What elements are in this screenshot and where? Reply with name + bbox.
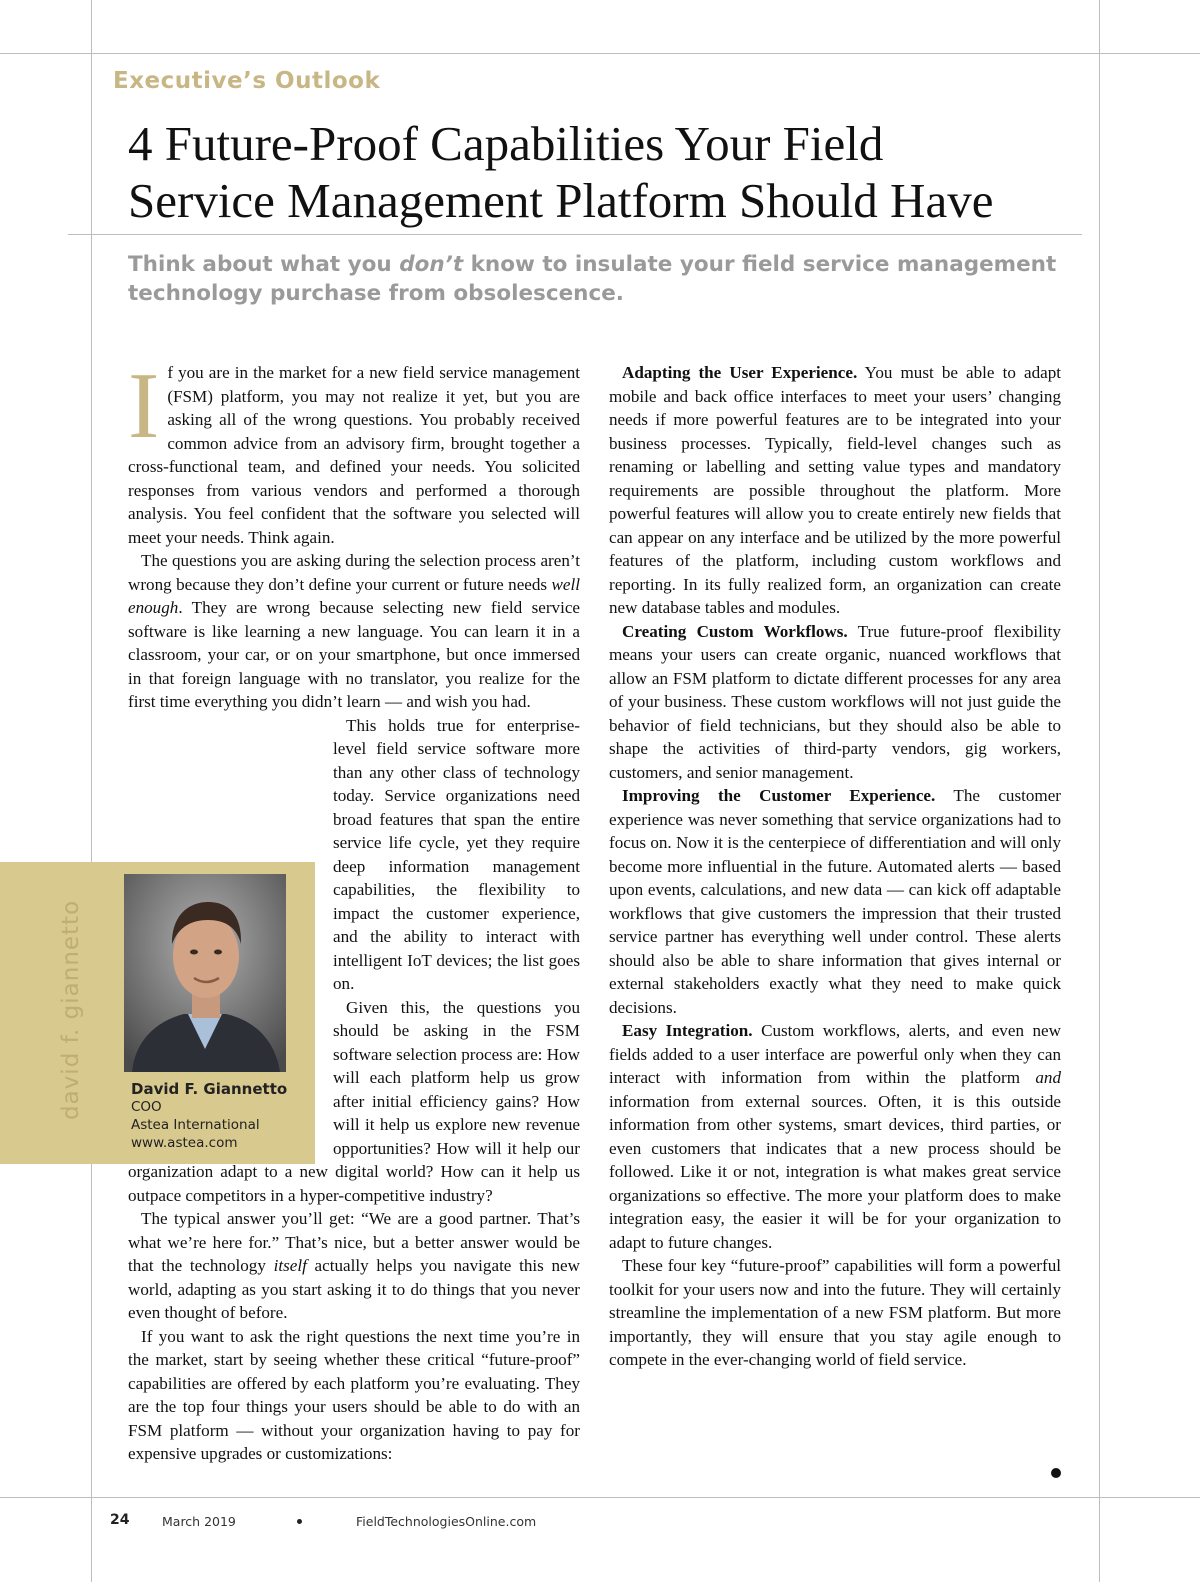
- deck-emphasis: don’t: [399, 252, 464, 277]
- capability-1-text: You must be able to adapt mobile and back office interfaces to meet your users’ changing needs if more powerful features are to be integrated into your business processes. Typically, field-level changes such as renaming or labelling and setting value types and mandatory requirements are possible throughout the platform. More powerful features will allow you to create entirely new fields that can appear on any interface and be utilized by the more powerful features of the platform, including custom workflows and reporting. In its fully realized form, an organization can create new database tables and modules.: [609, 363, 1061, 617]
- deck-text-2: know to insulate your field service management technology purchase from obsolescence.: [128, 252, 1057, 306]
- footer-separator-dot-icon: [297, 1519, 302, 1524]
- capability-4: [609, 1019, 1061, 1254]
- author-url[interactable]: www.astea.com: [131, 1135, 238, 1151]
- article-column-right: [609, 361, 1061, 1372]
- author-title: COO: [131, 1099, 162, 1115]
- paragraph-1-text: f you are in the market for a new field service management (FSM) platform, you may not realize it yet, but you are asking all of the wrong questions. You probably received common advice from an advisory firm, brought together a cross-functional team, and defined your needs. You solicited responses from various vendors and performed a thorough analysis. You feel confident that the software you selected will meet your needs. Think again.: [128, 363, 580, 547]
- page-number: 24: [110, 1512, 130, 1528]
- top-rule: [0, 53, 1200, 54]
- section-kicker: Executive’s Outlook: [113, 68, 381, 94]
- capability-4-emphasis: and: [1035, 1068, 1061, 1087]
- article-title: [128, 115, 1128, 229]
- article-column-left: [128, 354, 580, 1466]
- title-line-2: Service Management Platform Should Have: [128, 173, 994, 228]
- footer-rule: [0, 1497, 1200, 1498]
- article-deck: [128, 250, 1088, 308]
- capability-1: [609, 361, 1061, 620]
- capability-3-heading: Improving the Customer Experience.: [622, 786, 936, 805]
- photo-wrap-spacer: [128, 809, 333, 1144]
- capability-2-heading: Creating Custom Workflows.: [622, 621, 848, 641]
- capability-4-heading: Easy Integration.: [622, 1021, 753, 1040]
- left-margin-rule: [91, 0, 92, 1582]
- title-line-1: 4 Future-Proof Capabilities Your Field: [128, 116, 884, 171]
- author-name: David F. Giannetto: [131, 1080, 288, 1098]
- paragraph-6: If you want to ask the right questions the next time you’re in the market, start by seeing whether these critical “future-proof” capabilities are offered by each platform you’re evaluating. They are the top four things your users should be able to do with an FSM platform — without your organization having to pay for expensive upgrades or customizations:: [128, 1326, 580, 1463]
- right-margin-rule: [1099, 0, 1100, 1582]
- paragraph-2: [128, 549, 580, 714]
- capability-4-text-a: Custom workflows, alerts, and even new fields added to a user interface are powerful only when they can interact with information from within the platform: [609, 1021, 1061, 1087]
- end-of-article-bullet-icon: [1051, 1468, 1061, 1478]
- p2-text-b: . They are wrong because selecting new field service software is like learning a new language. You can learn it in a classroom, your car, or on your smartphone, but once immersed in that foreign language with no translator, you realize for the first time everything you didn’t learn — and wish you had.: [128, 598, 580, 711]
- issue-date: March 2019: [162, 1514, 236, 1529]
- capability-2: [609, 620, 1061, 785]
- capability-1-heading: Adapting the User Experience.: [622, 363, 858, 382]
- drop-cap: I: [128, 354, 160, 458]
- closing-paragraph: These four key “future-proof” capabilities will form a powerful toolkit for your users now and into the future. They will certainly streamline the implementation of a new FSM platform. But more importantly, they will ensure that you stay agile enough to compete in the ever-changing world of field service.: [609, 1256, 1061, 1369]
- deck-text-1: Think about what you: [128, 252, 400, 277]
- paragraph-3: [128, 714, 580, 996]
- title-rule: [68, 234, 1082, 235]
- vertical-author-name: david f. giannetto: [58, 899, 84, 1120]
- paragraph-5: [128, 1207, 580, 1325]
- footer-website[interactable]: FieldTechnologiesOnline.com: [356, 1514, 537, 1529]
- capability-3: [609, 784, 1061, 1019]
- p2-emphasis: well enough: [128, 574, 580, 617]
- capability-4-text-b: information from external sources. Often, it is this outside information from other systems, smart devices, third parties, or even customers that indicates that a new process should be followed. Like it or not, integration is what makes great service organizations so effective. The more your platform does to make integration easy, the easier it will be for your organization to adapt to future changes.: [609, 1091, 1061, 1252]
- p5-text-a: The typical answer you’ll get: “We are a good partner. That’s what we’re here for.” That’s nice, but a better answer would be that the technology: [128, 1209, 580, 1275]
- capability-2-text: True future-proof flexibility means your users can create organic, nuanced workflows that allow an FSM platform to dictate different processes for any area of your business. These custom workflows will not just guide the behavior of field technicians, but they should also be able to shape the activities of third-party vendors, gig workers, customers, and senior management.: [609, 621, 1061, 782]
- p5-emphasis: itself: [273, 1256, 307, 1275]
- paragraph-3-text: This holds true for enterprise-level field service software more than any other class of technology today. Service organizations need broad features that span the entire service life cycle, yet they require deep information management capabilities, the flexibility to impact the customer experience, and the ability to interact with intelligent IoT devices; the list goes on.: [333, 715, 580, 993]
- p2-text-a: The questions you are asking during the selection process aren’t wrong because they don’t define your current or future needs: [128, 551, 580, 594]
- paragraph-4: Given this, the questions you should be asking in the FSM software selection process are: How will each platform help us grow after initial efficiency gains? How will it help us explore new revenue opportunities? How will it help our organization adapt to a new digital world? How can it help us outpace competitors in a hyper-competitive industry?: [128, 997, 580, 1205]
- capability-3-text: The customer experience was never something that service organizations had to focus on. Now it is the centerpiece of differentiation and will only become more influential in the future. Automated alerts — based upon events, calculations, and new data — can kick off adaptable workflows that give customers the impression that their trusted service partner has everything well under control. These alerts should also be able to share information that gives internal or external stakeholders exactly what they need to make quick decisions.: [609, 786, 1061, 1017]
- author-company: Astea International: [131, 1117, 260, 1133]
- paragraph-1: [128, 354, 580, 549]
- p5-text-b: actually helps you navigate this new world, adapting as you start asking it to do things that you never even thought of before.: [128, 1256, 580, 1322]
